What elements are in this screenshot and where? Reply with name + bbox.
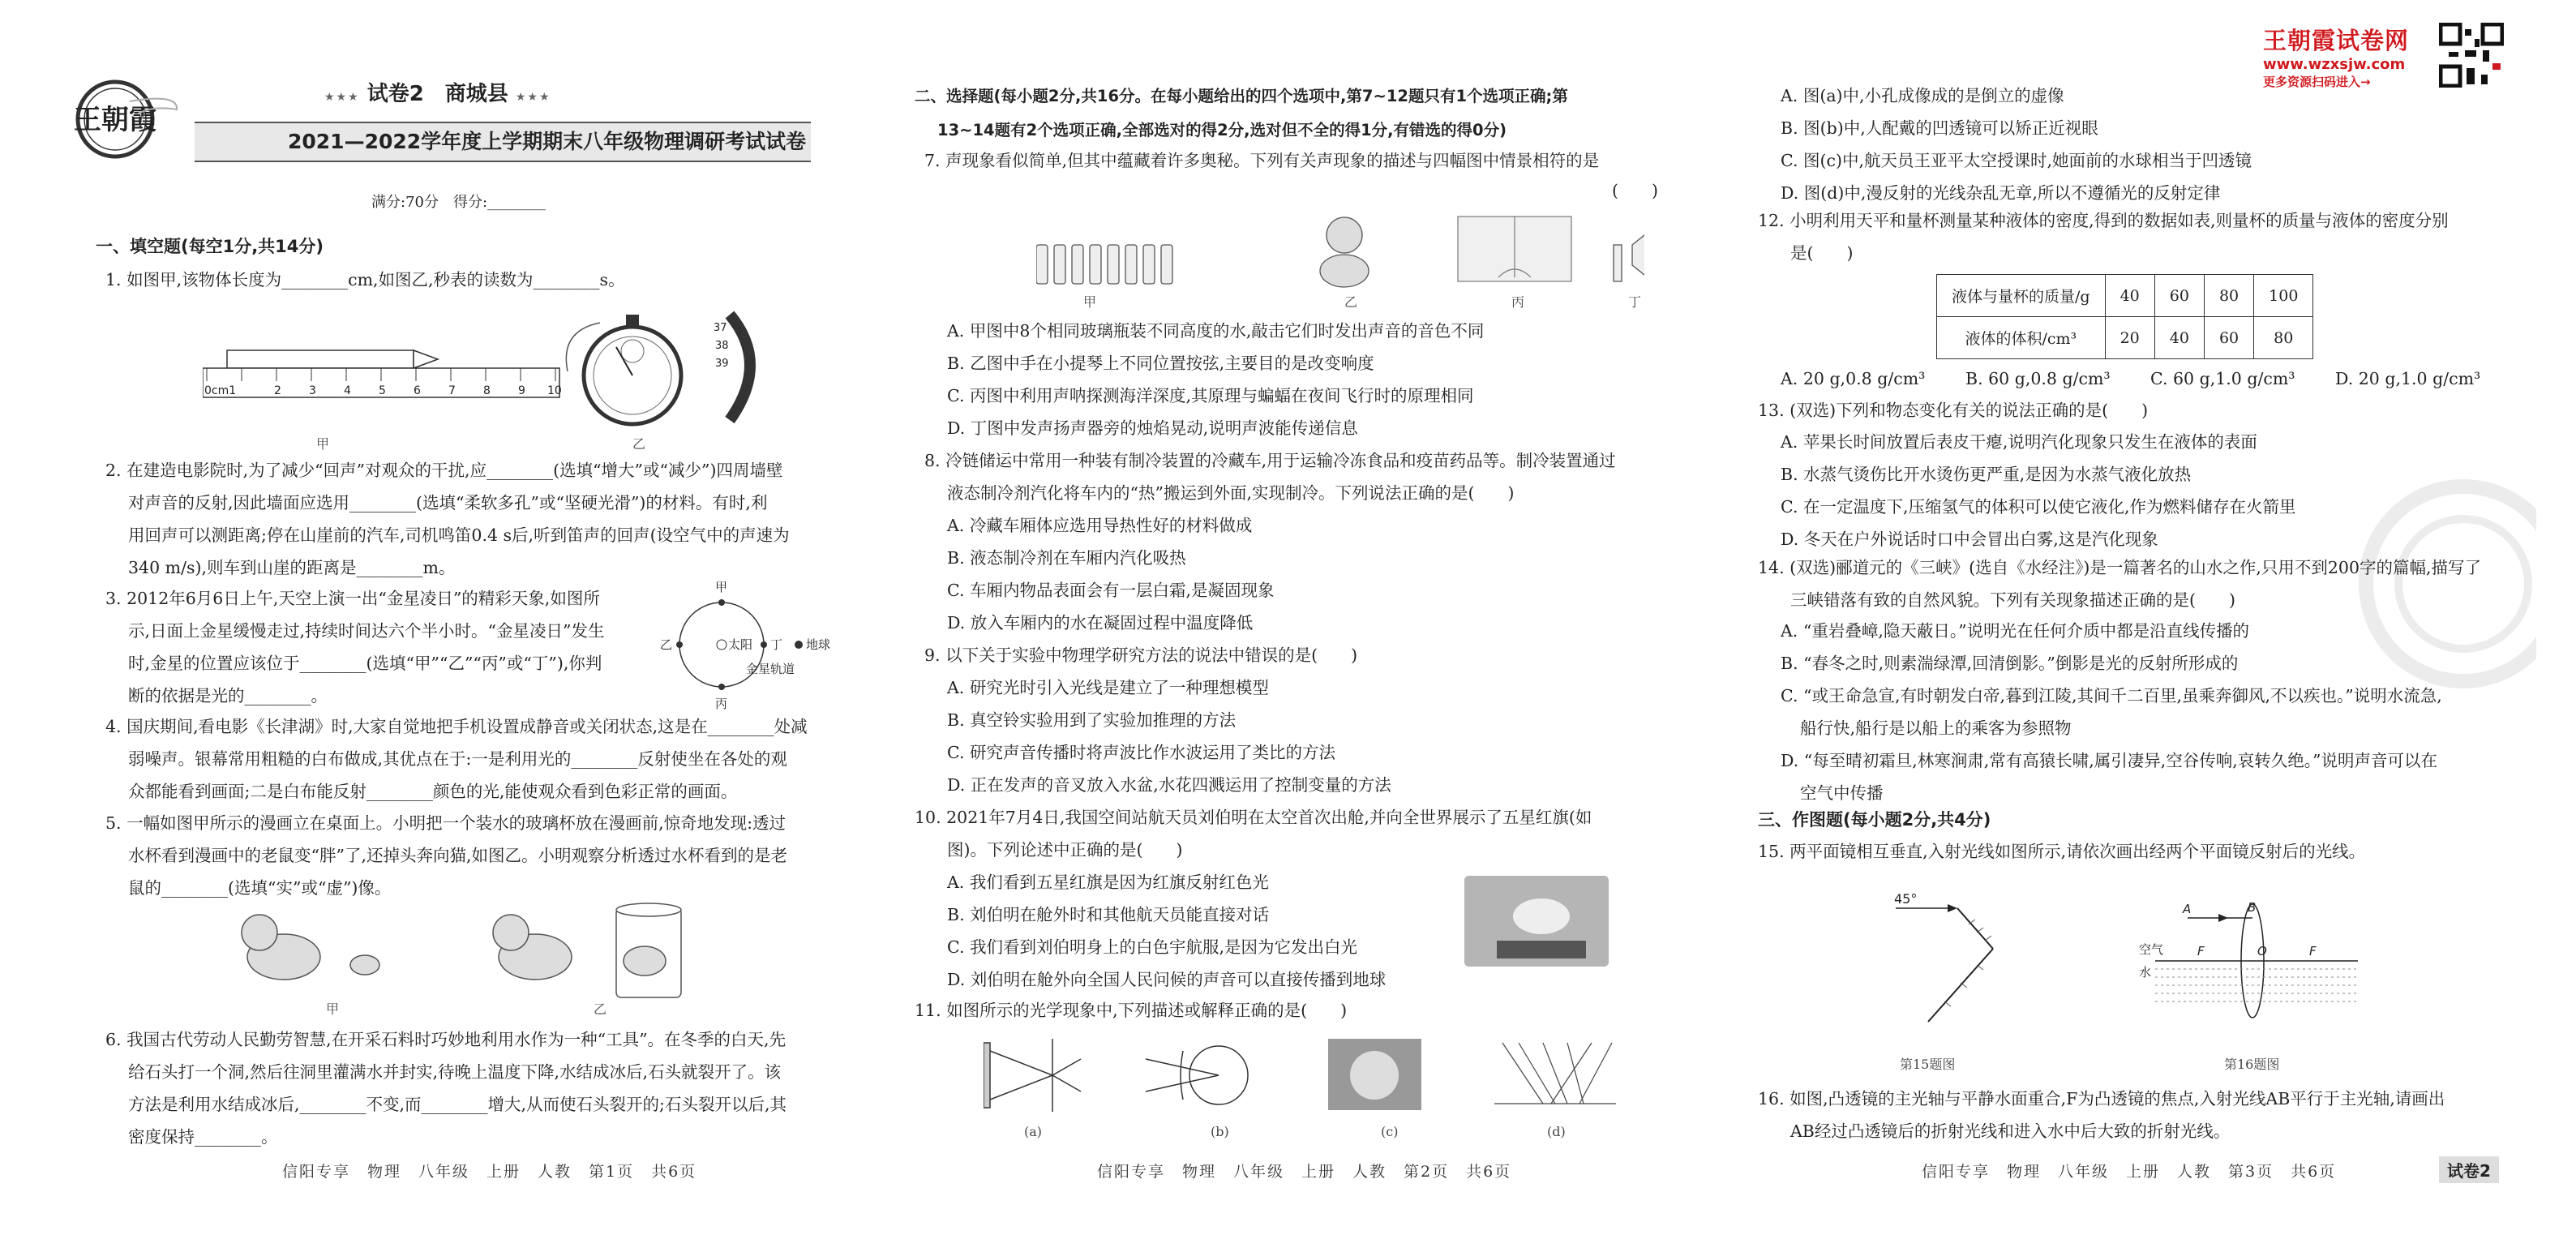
fig-label-c: (c): [1381, 1124, 1399, 1139]
option-b: B. 刘伯明在舱外时和其他航天员能直接对话: [947, 905, 1270, 924]
question-4: 4. 国庆期间,看电影《长津湖》时,大家自觉地把手机设置成静音或关闭状态,这是在________处减 弱噪声。银幕常用粗糙的白布做成,其优点在于:一是利用光的________反射使坐在各处的观 众都能看到画面;二是白布能反射________颜色的光,能使观众看到色彩正常的画面。: [105, 717, 808, 801]
section-choice: 二、选择题(每小题2分,共16分。在每小题给出的四个选项中,第7~12题只有1个选项正确;第 13~14题有2个选项正确,全部选对的得2分,选对但不全的得1分,有错选的得0分): [915, 87, 1568, 139]
fig-label-yi: 乙: [632, 436, 646, 452]
option-b: B. 乙图中手在小提琴上不同位置按弦,主要目的是改变响度: [947, 354, 1374, 373]
option-c: C. “或王命急宣,有时朝发白帝,暮到江陵,其间千二百里,虽乘奔御风,不以疾也。”说明水流急,: [1781, 686, 2442, 705]
section-fill-blank: 一、填空题(每空1分,共14分): [96, 237, 324, 256]
option-d-cont: 空气中传播: [1800, 783, 1884, 803]
paper-tag: 试卷2: [2439, 1156, 2499, 1183]
option-d: D. 刘伯明在舱外向全国人民问候的声音可以直接传播到地球: [947, 970, 1387, 989]
question-14: 14. (双选)郦道元的《三峡》(选自《水经注》)是一篇著名的山水之作,只用不到200字的篇幅,描写了 三峡错落有致的自然风貌。下列有关现象描述正确的是( ): [1758, 558, 2482, 610]
option-c: C. 在一定温度下,压缩氢气的体积可以使它液化,作为燃料储存在火箭里: [1781, 497, 2296, 517]
option-c: C. 60 g,1.0 g/cm³: [2150, 369, 2295, 388]
brand-url[interactable]: www.wzxsjw.com: [2263, 56, 2406, 73]
option-c: C. 车厢内物品表面会有一层白霜,是凝固现象: [947, 581, 1275, 600]
q16-lens-figure: [2139, 892, 2366, 1038]
answer-paren: ( ): [1612, 181, 1658, 200]
brand-name: 王朝霞试卷网: [2263, 27, 2410, 54]
option-d: D. 图(d)中,漫反射的光线杂乱无章,所以不遵循光的反射定律: [1781, 183, 2221, 203]
svg-text:地球: 地球: [806, 637, 831, 652]
svg-text:10: 10: [547, 384, 562, 397]
question-5: 5. 一幅如图甲所示的漫画立在桌面上。小明把一个装水的玻璃杯放在漫画前,惊奇地发现:透过 水杯看到漫画中的老鼠变“胖”了,还掉头奔向猫,如图乙。小明观察分析透过水杯看到的是老 鼠的________(选填“实”或“虚”)像。: [105, 813, 787, 898]
q10-options: [924, 866, 1386, 996]
question-3: 3. 2012年6月6日上午,天空上演一出“金星凌日”的精彩天象,如图所 示,日面上金星缓慢走过,持续时间达六个半小时。“金星凌日”发生 时,金星的位置应该位于________(选填“甲”“乙”“丙”或“丁”),你判 断的依据是光的________。: [105, 589, 605, 705]
option-b: B. 图(b)中,人配戴的凹透镜可以矫正近视眼: [1781, 118, 2098, 138]
option-d: D. 丁图中发声扬声器旁的烛焰晃动,说明声波能传递信息: [947, 418, 1358, 438]
paper-title: ★★★ 试卷2 商城县 ★★★: [324, 82, 551, 106]
fig-caption-16: 第16题图: [2224, 1057, 2280, 1072]
svg-text:水: 水: [2139, 965, 2152, 980]
q7-figures: [1036, 212, 1644, 289]
svg-text:5: 5: [379, 384, 386, 397]
svg-text:甲: 甲: [715, 580, 728, 594]
question-10: 10. 2021年7月4日,我国空间站航天员刘伯明在太空首次出舱,并向全世界展示了五星红旗(如 图)。下列论述中正确的是( ): [915, 808, 1592, 860]
svg-text:A: A: [2183, 902, 2192, 916]
fig-label-ding: 丁: [1628, 294, 1642, 310]
q15-mirror-figure: [1879, 892, 2058, 1038]
option-a: A. 研究光时引入光线是建立了一种理想模型: [947, 678, 1269, 697]
option-a: A. 20 g,0.8 g/cm³: [1781, 369, 1926, 388]
q7-options: [924, 315, 1484, 444]
svg-text:B: B: [2248, 900, 2257, 915]
option-c: C. 图(c)中,航天员王亚平太空授课时,她面前的水球相当于凹透镜: [1781, 151, 2252, 170]
option-c: C. 我们看到刘伯明身上的白色宇航服,是因为它发出白光: [947, 937, 1358, 957]
page-footer: 信阳专享 物理 八年级 上册 人教 第2页 共6页: [1097, 1163, 1512, 1181]
q9-options: [924, 671, 1391, 801]
option-c-cont: 船行快,船行是以船上的乘客为参照物: [1800, 718, 2072, 738]
fig-label-jia: 甲: [326, 1001, 340, 1017]
page-footer: 信阳专享 物理 八年级 上册 人教 第1页 共6页: [282, 1163, 697, 1181]
svg-text:空气: 空气: [2139, 942, 2164, 957]
exam-subtitle: 2021—2022学年度上学期期末八年级物理调研考试试卷: [288, 130, 807, 153]
subtitle-banner: [195, 122, 811, 162]
fig-caption-15: 第15题图: [1900, 1057, 1956, 1072]
svg-text:丁: 丁: [770, 637, 783, 652]
score-line: 满分:70分 得分:________: [371, 194, 546, 211]
q14-options: [1758, 615, 2442, 809]
page-2: [915, 0, 1693, 1235]
page-1: [73, 0, 851, 1235]
q12-options: [1758, 362, 2504, 395]
publisher-logo: [73, 69, 178, 166]
fig-label-d: (d): [1547, 1124, 1566, 1139]
svg-text:38: 38: [715, 340, 729, 352]
option-d: D. 放入车厢内的水在凝固过程中温度降低: [947, 613, 1254, 633]
q8-options: [924, 509, 1275, 639]
option-b: B. 液态制冷剂在车厢内汽化吸热: [947, 548, 1186, 568]
svg-text:3: 3: [309, 384, 316, 397]
section-drawing: 三、作图题(每小题2分,共4分): [1758, 810, 1991, 830]
qr-code-icon[interactable]: [2439, 23, 2504, 88]
table-row: 液体与量杯的质量/g 40 60 80 100: [1937, 275, 2313, 317]
fig-label-yi: 乙: [594, 1001, 607, 1017]
svg-text:37: 37: [714, 322, 727, 334]
brand-block: [2263, 23, 2409, 90]
fig-label-b: (b): [1211, 1124, 1229, 1139]
option-d: D. 20 g,1.0 g/cm³: [2335, 369, 2481, 388]
svg-text:8: 8: [483, 384, 491, 397]
svg-text:4: 4: [344, 384, 351, 397]
q13-options: [1758, 426, 2296, 555]
svg-text:6: 6: [414, 384, 421, 397]
question-6: 6. 我国古代劳动人民勤劳智慧,在开采石料时巧妙地利用水作为一种“工具”。在冬季的白天,先 给石头打一个洞,然后往洞里灌满水并封实,待晚上温度下降,水结成冰后,石头就裂开了。该 方法是利用水结成冰后,________不变,而________增大,从而使石头裂开的;石头裂开以后,其 密度保持________。: [105, 1030, 787, 1147]
q11-figures: [984, 1035, 1697, 1116]
question-15: 15. 两平面镜相互垂直,入射光线如图所示,请依次画出经两个平面镜反射后的光线。: [1758, 842, 2366, 861]
question-12: 12. 小明利用天平和量杯测量某种液体的密度,得到的数据如表,则量杯的质量与液体的密度分别 是( ): [1758, 211, 2449, 263]
question-11: 11. 如图所示的光学现象中,下列描述或解释正确的是( ): [915, 1001, 1348, 1020]
question-8: 8. 冷链储运中常用一种装有制冷装置的冷藏车,用于运输冷冻食品和疫苗药品等。制冷装置通过 液态制冷剂汽化将车内的“热”搬运到外面,实现制冷。下列说法正确的是( ): [924, 451, 1616, 503]
fig-label-yi: 乙: [1344, 294, 1358, 310]
svg-text:39: 39: [715, 358, 729, 370]
option-c: C. 研究声音传播时将声波比作水波运用了类比的方法: [947, 743, 1335, 762]
stopwatch-figure: [535, 298, 803, 436]
table-row: 液体的体积/cm³ 20 40 60 80: [1937, 317, 2313, 359]
option-a: A. 甲图中8个相同玻璃瓶装不同高度的水,敲击它们时发出声音的音色不同: [947, 321, 1485, 341]
option-c: C. 丙图中利用声呐探测海洋深度,其原理与蝙蝠在夜间飞行时的原理相同: [947, 386, 1474, 405]
question-13: 13. (双选)下列和物态变化有关的说法正确的是( ): [1758, 401, 2149, 420]
svg-text:7: 7: [448, 384, 456, 397]
svg-text:丙: 丙: [715, 697, 728, 710]
brand-tagline: 更多资源扫码进入→: [2263, 75, 2371, 89]
svg-text:9: 9: [518, 384, 525, 397]
option-d: D. “每至晴初霜旦,林寒涧肃,常有高猿长啸,属引凄异,空谷传响,哀转久绝。”说明声音可以在: [1781, 751, 2438, 770]
svg-text:太阳: 太阳: [728, 637, 753, 652]
option-a: A. 图(a)中,小孔成像成的是倒立的虚像: [1781, 86, 2064, 105]
astronaut-photo: [1464, 876, 1609, 967]
data-table: [1936, 274, 2313, 359]
cat-mouse-figure: [235, 900, 754, 1006]
svg-text:F: F: [2197, 944, 2205, 958]
q11-options: [1758, 79, 2252, 209]
option-a: A. 苹果长时间放置后表皮干瘪,说明汽化现象只发生在液体的表面: [1781, 432, 2257, 452]
fig-label-jia: 甲: [1083, 294, 1097, 310]
svg-text:金星轨道: 金星轨道: [746, 662, 795, 676]
svg-text:2: 2: [274, 384, 281, 397]
question-2: 2. 在建造电影院时,为了减少“回声”对观众的干扰,应________(选填“增大”或“减少”)四周墙壁 对声音的反射,因此墙面应选用________(选填“柔软多孔”或“坚硬光滑”)的材料。有时,利 用回声可以测距离;停在山崖前的汽车,司机鸣笛0.4 s后,听到笛声的回声(设空气中的声速为 340 m/s),则车到山崖的距离是________m。: [105, 461, 790, 577]
option-a: A. “重岩叠嶂,隐天蔽日。”说明光在任何介质中都是沿直线传播的: [1781, 621, 2250, 641]
svg-text:45°: 45°: [1894, 892, 1918, 907]
fig-label-bing: 丙: [1511, 294, 1525, 310]
svg-text:0cm1: 0cm1: [204, 384, 237, 397]
option-b: B. 水蒸气烫伤比开水烫伤更严重,是因为水蒸气液化放热: [1781, 465, 2192, 484]
question-16: 16. 如图,凸透镜的主光轴与平静水面重合,F为凸透镜的焦点,入射光线AB平行于主光轴,请画出 AB经过凸透镜后的折射光线和进入水中后大致的折射光线。: [1758, 1089, 2445, 1141]
question-7: 7. 声现象看似简单,但其中蕴藏着许多奥秘。下列有关声现象的描述与四幅图中情景相符的是: [924, 151, 1600, 170]
ruler-figure: [203, 341, 576, 414]
page-footer: 信阳专享 物理 八年级 上册 人教 第3页 共6页: [1922, 1163, 2337, 1181]
svg-text:乙: 乙: [660, 637, 673, 652]
option-b: B. “春冬之时,则素湍绿潭,回清倒影。”倒影是光的反射所形成的: [1781, 654, 2239, 673]
option-a: A. 我们看到五星红旗是因为红旗反射红色光: [947, 873, 1269, 892]
option-b: B. 真空铃实验用到了实验加推理的方法: [947, 710, 1237, 730]
fig-label-a: (a): [1024, 1124, 1043, 1139]
question-9: 9. 以下关于实验中物理学研究方法的说法中错误的是( ): [924, 645, 1358, 665]
option-d: D. 冬天在户外说话时口中会冒出白雾,这是汽化现象: [1781, 530, 2158, 549]
question-1: 1. 如图甲,该物体长度为________cm,如图乙,秒表的读数为________s。: [105, 270, 625, 289]
option-b: B. 60 g,0.8 g/cm³: [1965, 369, 2111, 388]
option-a: A. 冷藏车厢体应选用导热性好的材料做成: [947, 516, 1253, 535]
page-3: [1758, 0, 2520, 1235]
svg-text:O: O: [2257, 944, 2267, 958]
svg-text:F: F: [2309, 944, 2317, 958]
option-d: D. 正在发声的音叉放入水盆,水花四溅运用了控制变量的方法: [947, 775, 1391, 795]
svg-text:王朝霞: 王朝霞: [74, 104, 156, 136]
fig-label-jia: 甲: [316, 436, 330, 452]
venus-orbit-figure: [657, 580, 868, 710]
